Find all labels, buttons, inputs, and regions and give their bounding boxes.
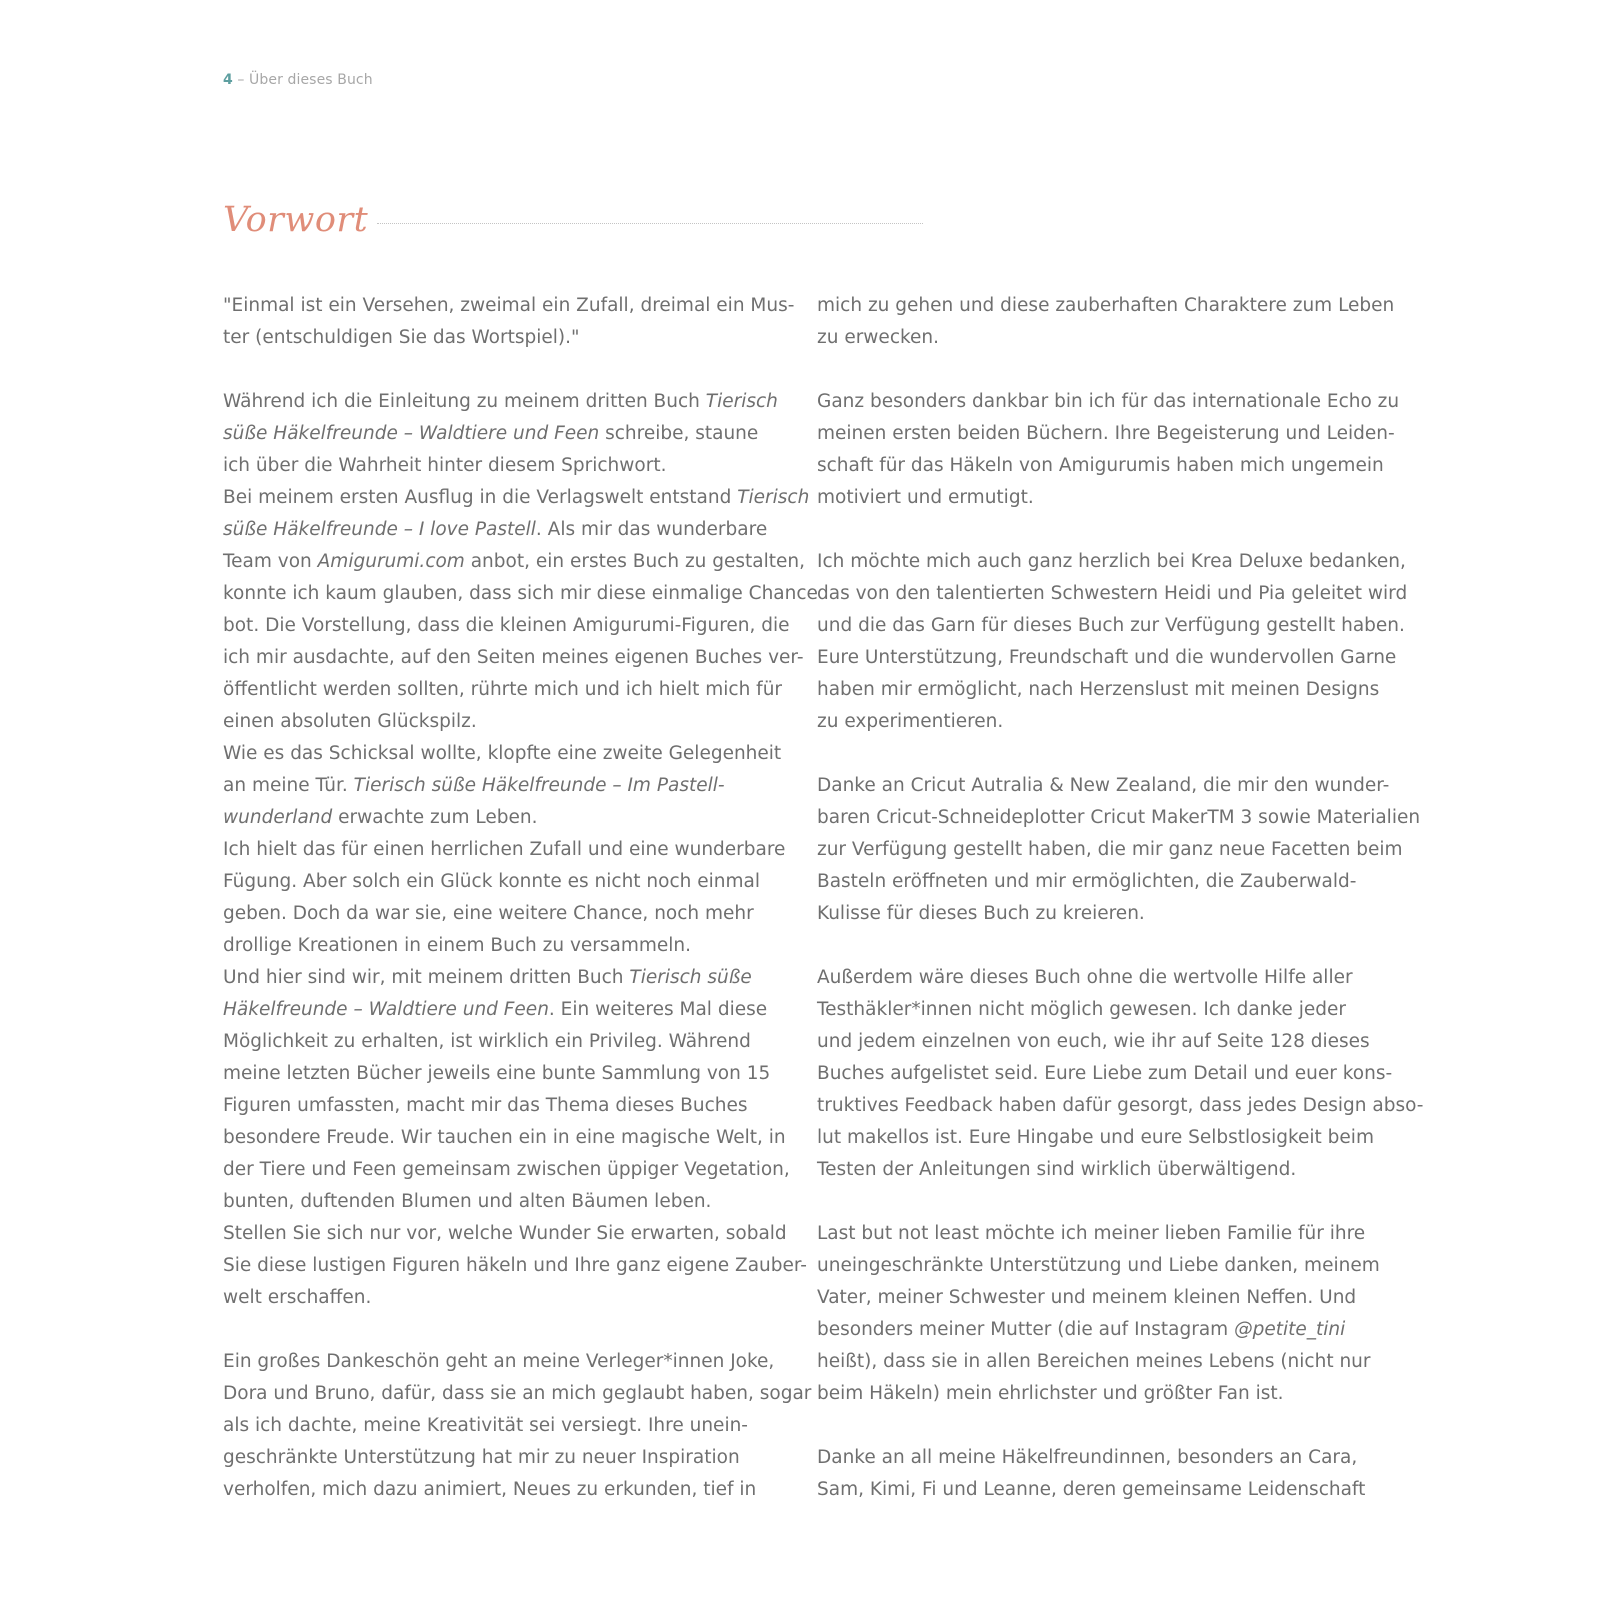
book-title: Tierisch süße — [629, 967, 752, 988]
book-title: Häkelfreunde – Waldtiere und Feen — [223, 999, 549, 1020]
text-line: bot. Die Vorstellung, dass die kleinen Amigurumi-Figuren, die — [223, 615, 790, 636]
text-line: ich über die Wahrheit hinter diesem Sprichwort. — [223, 455, 667, 476]
text-line: Stellen Sie sich nur vor, welche Wunder Sie erwarten, sobald — [223, 1223, 787, 1244]
book-title: wunderland — [223, 807, 333, 828]
text-line: heißt), dass sie in allen Bereichen meines Lebens (nicht nur — [817, 1351, 1371, 1372]
text-line: Figuren umfassten, macht mir das Thema dieses Buches — [223, 1095, 748, 1116]
paragraph — [817, 386, 1400, 514]
text-line: Last but not least möchte ich meiner lieben Familie für ihre — [817, 1223, 1366, 1244]
text-line: meine letzten Bücher jeweils eine bunte Sammlung von 15 — [223, 1063, 771, 1084]
text-line: Während ich die Einleitung zu meinem dritten Buch Tierisch — [223, 391, 778, 412]
text-line: geben. Doch da war sie, eine weitere Chance, noch mehr — [223, 903, 754, 924]
book-title: süße Häkelfreunde – Waldtiere und Feen — [223, 423, 600, 444]
page-number: 4 — [223, 72, 233, 88]
text-line: truktives Feedback haben dafür gesorgt, dass jedes Design abso- — [817, 1095, 1424, 1116]
book-title: Tierisch — [737, 487, 810, 508]
text-line: der Tiere und Feen gemeinsam zwischen üppiger Vegetation, — [223, 1159, 790, 1180]
text-line: Häkelfreunde – Waldtiere und Feen. Ein weiteres Mal diese — [223, 999, 768, 1020]
paragraph — [223, 834, 786, 962]
text-line: motiviert und ermutigt. — [817, 487, 1034, 508]
text-line: besondere Freude. Wir tauchen ein in eine magische Welt, in — [223, 1127, 786, 1148]
text-line: zur Verfügung gestellt haben, die mir ganz neue Facetten beim — [817, 839, 1403, 860]
running-header — [223, 72, 373, 88]
dotted-divider — [377, 223, 923, 224]
text-line: ich mir ausdachte, auf den Seiten meines eigenen Buches ver- — [223, 647, 804, 668]
right-column — [817, 290, 1424, 1506]
paragraph — [817, 290, 1395, 354]
text-line: Kulisse für dieses Buch zu kreieren. — [817, 903, 1145, 924]
text-line: zu erwecken. — [817, 327, 940, 348]
text-line: Bei meinem ersten Ausflug in die Verlagswelt entstand Tierisch — [223, 487, 810, 508]
text-line: Möglichkeit zu erhalten, ist wirklich ein Privileg. Während — [223, 1031, 751, 1052]
section-title: – Über dieses Buch — [232, 72, 373, 88]
text-line: Ganz besonders dankbar bin ich für das internationale Echo zu — [817, 391, 1400, 412]
text-line: bunten, duftenden Blumen und alten Bäumen leben. — [223, 1191, 712, 1212]
text-line: ter (entschuldigen Sie das Wortspiel)." — [223, 327, 580, 348]
text-line: konnte ich kaum glauben, dass sich mir diese einmalige Chance — [223, 583, 818, 604]
text-line: wunderland erwachte zum Leben. — [223, 807, 538, 828]
paragraph — [223, 738, 786, 834]
paragraph — [223, 290, 795, 354]
instagram-handle: @petite_tini — [1234, 1319, 1346, 1340]
paragraph — [817, 546, 1408, 738]
text-line: Team von Amigurumi.com anbot, ein erstes Buch zu gestalten, — [223, 551, 806, 572]
text-line: süße Häkelfreunde – I love Pastell. Als mir das wunderbare — [223, 519, 768, 540]
text-line: und jedem einzelnen von euch, wie ihr auf Seite 128 dieses — [817, 1031, 1370, 1052]
text-line: welt erschaffen. — [223, 1287, 372, 1308]
text-line: drollige Kreationen in einem Buch zu versammeln. — [223, 935, 692, 956]
text-line: Sie diese lustigen Figuren häkeln und Ihre ganz eigene Zauber- — [223, 1255, 807, 1276]
text-line: beim Häkeln) mein ehrlichster und größter Fan ist. — [817, 1383, 1284, 1404]
text-line: Buches aufgelistet seid. Eure Liebe zum Detail und euer kons- — [817, 1063, 1393, 1084]
paragraph — [223, 1346, 812, 1506]
paragraph — [817, 770, 1421, 930]
text-line: öffentlicht werden sollten, rührte mich und ich hielt mich für — [223, 679, 783, 700]
text-line: Ein großes Dankeschön geht an meine Verleger*innen Joke, — [223, 1351, 775, 1372]
book-title: süße Häkelfreunde – I love Pastell — [223, 519, 536, 540]
text-line: mich zu gehen und diese zauberhaften Charaktere zum Leben — [817, 295, 1395, 316]
text-line: Außerdem wäre dieses Buch ohne die wertvolle Hilfe aller — [817, 967, 1353, 988]
book-title: Tierisch — [705, 391, 778, 412]
paragraph — [223, 386, 786, 482]
text-line: geschränkte Unterstützung hat mir zu neuer Inspiration — [223, 1447, 740, 1468]
text-line: schaft für das Häkeln von Amigurumis haben mich ungemein — [817, 455, 1384, 476]
paragraph — [817, 962, 1424, 1186]
text-line: an meine Tür. Tierisch süße Häkelfreunde – Im Pastell- — [223, 775, 725, 796]
text-line: zu experimentieren. — [817, 711, 1004, 732]
paragraph — [817, 1442, 1383, 1506]
text-line: und die das Garn für dieses Buch zur Verfügung gestellt haben. — [817, 615, 1405, 636]
left-column — [223, 290, 818, 1506]
text-line: Wie es das Schicksal wollte, klopfte eine zweite Gelegenheit — [223, 743, 782, 764]
text-line: "Einmal ist ein Versehen, zweimal ein Zufall, dreimal ein Mus- — [223, 295, 795, 316]
paragraph — [223, 482, 818, 738]
text-line: verholfen, mich dazu animiert, Neues zu erkunden, tief in — [223, 1479, 757, 1500]
text-line: als ich dachte, meine Kreativität sei versiegt. Ihre unein- — [223, 1415, 748, 1436]
text-line: meinen ersten beiden Büchern. Ihre Begeisterung und Leiden- — [817, 423, 1395, 444]
paragraph — [223, 962, 790, 1218]
text-line: süße Häkelfreunde – Waldtiere und Feen schreibe, staune — [223, 423, 759, 444]
paragraph — [817, 1218, 1383, 1410]
text-line: baren Cricut-Schneideplotter Cricut MakerTM 3 sowie Materialien — [817, 807, 1421, 828]
text-line: einen absoluten Glückspilz. — [223, 711, 477, 732]
chapter-title: Vorwort — [223, 200, 369, 240]
text-line: Danke an Cricut Autralia & New Zealand, die mir den wunder- — [817, 775, 1390, 796]
text-line: Ich möchte mich auch ganz herzlich bei Krea Deluxe bedanken, — [817, 551, 1406, 572]
text-line: Sam, Kimi, Fi und Leanne, deren gemeinsame Leidenschaft — [817, 1479, 1366, 1500]
text-line: lut makellos ist. Eure Hingabe und eure Selbstlosigkeit beim — [817, 1127, 1374, 1148]
text-line: Dora und Bruno, dafür, dass sie an mich geglaubt haben, sogar — [223, 1383, 812, 1404]
text-line: besonders meiner Mutter (die auf Instagram @petite_tini — [817, 1319, 1346, 1340]
paragraph — [223, 1218, 807, 1314]
text-line: Eure Unterstützung, Freundschaft und die wundervollen Garne — [817, 647, 1397, 668]
book-title: Tierisch süße Häkelfreunde – Im Pastell- — [353, 775, 725, 796]
title-row — [223, 192, 923, 252]
text-line: Testen der Anleitungen sind wirklich überwältigend. — [817, 1159, 1297, 1180]
text-line: Vater, meiner Schwester und meinem kleinen Neffen. Und — [817, 1287, 1357, 1308]
text-line: Und hier sind wir, mit meinem dritten Buch Tierisch süße — [223, 967, 752, 988]
text-line: Danke an all meine Häkelfreundinnen, besonders an Cara, — [817, 1447, 1358, 1468]
text-line: uneingeschränkte Unterstützung und Liebe danken, meinem — [817, 1255, 1380, 1276]
text-line: haben mir ermöglicht, nach Herzenslust mit meinen Designs — [817, 679, 1380, 700]
text-line: Ich hielt das für einen herrlichen Zufall und eine wunderbare — [223, 839, 786, 860]
text-line: Fügung. Aber solch ein Glück konnte es nicht noch einmal — [223, 871, 760, 892]
text-line: Basteln eröffneten und mir ermöglichten, die Zauberwald- — [817, 871, 1357, 892]
text-line: Testhäkler*innen nicht möglich gewesen. Ich danke jeder — [817, 999, 1346, 1020]
text-line: das von den talentierten Schwestern Heidi und Pia geleitet wird — [817, 583, 1408, 604]
website-name: Amigurumi.com — [317, 551, 465, 572]
